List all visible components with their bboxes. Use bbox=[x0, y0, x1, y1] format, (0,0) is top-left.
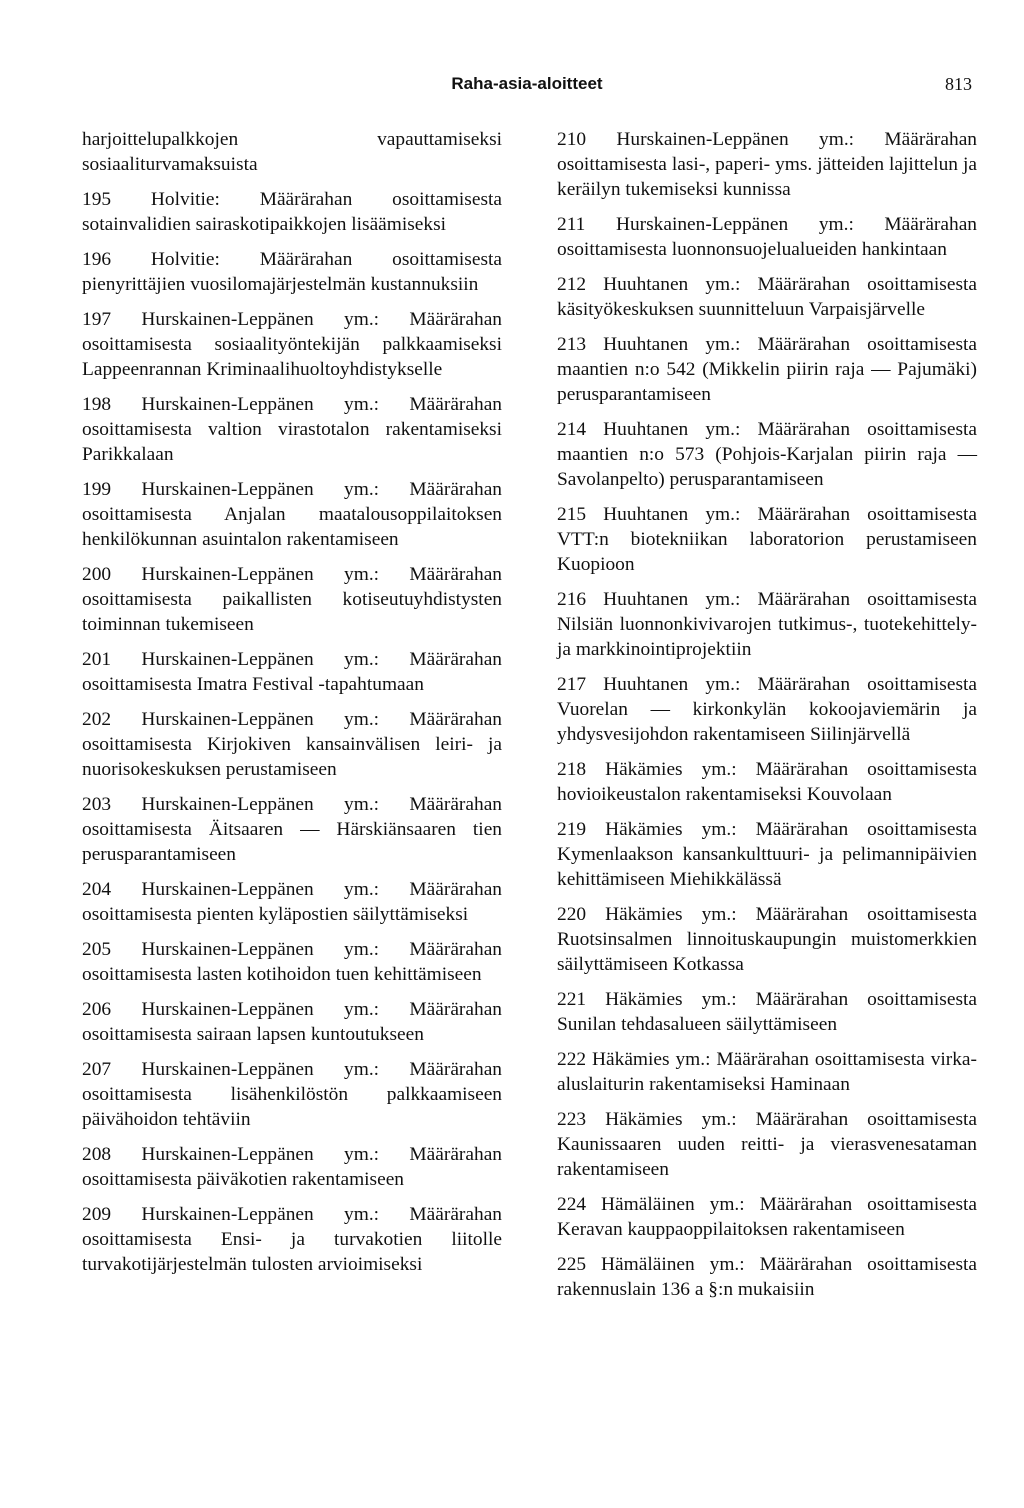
list-item: 210 Hurskainen-Leppänen ym.: Määrärahan osoittamisesta lasi-, paperi- yms. jätteiden lajittelun ja keräilyn tukemiseksi kunnissa bbox=[557, 129, 977, 200]
right-column bbox=[557, 127, 977, 1312]
page-number: 813 bbox=[945, 74, 972, 94]
list-item: 200 Hurskainen-Leppänen ym.: Määrärahan osoittamisesta paikallisten kotiseutuyhdistysten toiminnan tukemiseen bbox=[82, 564, 502, 635]
list-item: 220 Häkämies ym.: Määrärahan osoittamisesta Ruotsinsalmen linnoituskaupungin muistomerkkien säilyttämiseen Kotkassa bbox=[557, 904, 977, 975]
list-item: 207 Hurskainen-Leppänen ym.: Määrärahan osoittamisesta lisähenkilöstön palkkaamiseen päivähoidon tehtäviin bbox=[82, 1059, 502, 1130]
page-header bbox=[82, 70, 972, 100]
list-item: 206 Hurskainen-Leppänen ym.: Määrärahan osoittamisesta sairaan lapsen kuntoutukseen bbox=[82, 999, 502, 1045]
list-item: 222 Häkämies ym.: Määrärahan osoittamisesta virka-aluslaiturin rakentamiseksi Haminaan bbox=[557, 1049, 977, 1095]
list-item: 202 Hurskainen-Leppänen ym.: Määrärahan osoittamisesta Kirjokiven kansainvälisen leiri- ja nuorisokeskuksen perustamiseen bbox=[82, 709, 502, 780]
list-item: 218 Häkämies ym.: Määrärahan osoittamisesta hovioikeustalon rakentamiseksi Kouvolaan bbox=[557, 759, 977, 805]
list-item: 197 Hurskainen-Leppänen ym.: Määrärahan osoittamisesta sosiaalityöntekijän palkkaamiseksi Lappeenrannan Kriminaalihuoltoyhdistykselle bbox=[82, 309, 502, 380]
list-item: 208 Hurskainen-Leppänen ym.: Määrärahan osoittamisesta päiväkotien rakentamiseen bbox=[82, 1144, 502, 1190]
list-item: 209 Hurskainen-Leppänen ym.: Määrärahan osoittamisesta Ensi- ja turvakotien liitolle turvakotijärjestelmän tulosten arvioimiseksi bbox=[82, 1204, 502, 1275]
list-item: harjoittelupalkkojen vapauttamiseksi sosiaaliturvamaksuista bbox=[82, 129, 502, 175]
list-item: 212 Huuhtanen ym.: Määrärahan osoittamisesta käsityökeskuksen suunnitteluun Varpaisjärvelle bbox=[557, 274, 977, 320]
left-column bbox=[82, 127, 502, 1287]
list-item: 205 Hurskainen-Leppänen ym.: Määrärahan osoittamisesta lasten kotihoidon tuen kehittämiseen bbox=[82, 939, 502, 985]
list-item: 203 Hurskainen-Leppänen ym.: Määrärahan osoittamisesta Äitsaaren — Härskiänsaaren tien perusparantamiseen bbox=[82, 794, 502, 865]
list-item: 201 Hurskainen-Leppänen ym.: Määrärahan osoittamisesta Imatra Festival -tapahtumaan bbox=[82, 649, 502, 695]
list-item: 195 Holvitie: Määrärahan osoittamisesta sotainvalidien sairaskotipaikkojen lisäämiseksi bbox=[82, 189, 502, 235]
list-item: 217 Huuhtanen ym.: Määrärahan osoittamisesta Vuorelan — kirkonkylän kokoojaviemärin ja yhdysvesijohdon rakentamiseen Siilinjärvellä bbox=[557, 674, 977, 745]
list-item: 214 Huuhtanen ym.: Määrärahan osoittamisesta maantien n:o 573 (Pohjois-Karjalan piirin raja — Savolanpelto) perusparantamiseen bbox=[557, 419, 977, 490]
list-item: 204 Hurskainen-Leppänen ym.: Määrärahan osoittamisesta pienten kyläpostien säilyttämiseksi bbox=[82, 879, 502, 925]
list-item: 221 Häkämies ym.: Määrärahan osoittamisesta Sunilan tehdasalueen säilyttämiseen bbox=[557, 989, 977, 1035]
running-title: Raha-asia-aloitteet bbox=[451, 74, 603, 93]
list-item: 198 Hurskainen-Leppänen ym.: Määrärahan osoittamisesta valtion virastotalon rakentamiseksi Parikkalaan bbox=[82, 394, 502, 465]
list-item: 216 Huuhtanen ym.: Määrärahan osoittamisesta Nilsiän luonnonkivivarojen tutkimus-, tuotekehittely- ja markkinointiprojektiin bbox=[557, 589, 977, 660]
list-item: 224 Hämäläinen ym.: Määrärahan osoittamisesta Keravan kauppaoppilaitoksen rakentamiseen bbox=[557, 1194, 977, 1240]
list-item: 211 Hurskainen-Leppänen ym.: Määrärahan osoittamisesta luonnonsuojelualueiden hankintaan bbox=[557, 214, 977, 260]
list-item: 199 Hurskainen-Leppänen ym.: Määrärahan osoittamisesta Anjalan maatalousoppilaitoksen henkilökunnan asuintalon rakentamiseen bbox=[82, 479, 502, 550]
list-item: 219 Häkämies ym.: Määrärahan osoittamisesta Kymenlaakson kansankulttuuri- ja pelimannipäivien kehittämiseen Miehikkälässä bbox=[557, 819, 977, 890]
list-item: 223 Häkämies ym.: Määrärahan osoittamisesta Kaunissaaren uuden reitti- ja vierasvenesataman rakentamiseen bbox=[557, 1109, 977, 1180]
list-item: 215 Huuhtanen ym.: Määrärahan osoittamisesta VTT:n biotekniikan laboratorion perustamiseen Kuopioon bbox=[557, 504, 977, 575]
list-item: 213 Huuhtanen ym.: Määrärahan osoittamisesta maantien n:o 542 (Mikkelin piirin raja — Pajumäki) perusparantamiseen bbox=[557, 334, 977, 405]
list-item: 196 Holvitie: Määrärahan osoittamisesta pienyrittäjien vuosilomajärjestelmän kustannuksiin bbox=[82, 249, 502, 295]
list-item: 225 Hämäläinen ym.: Määrärahan osoittamisesta rakennuslain 136 a §:n mukaisiin bbox=[557, 1254, 977, 1300]
